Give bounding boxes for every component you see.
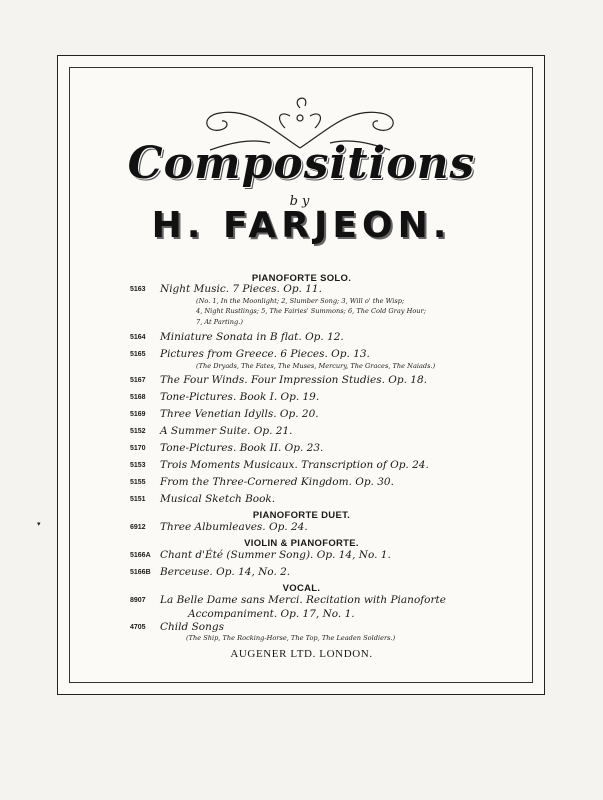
section-violin-pianoforte: VIOLIN & PIANOFORTE. (244, 538, 359, 549)
section-pianoforte-solo: PIANOFORTE SOLO. (251, 273, 352, 284)
catalogue-number: 5151 (130, 496, 146, 503)
entry-title: Musical Sketch Book. (160, 493, 276, 505)
entry-title: Three Albumleaves. Op. 24. (160, 521, 308, 533)
catalogue-number: 5155 (130, 479, 146, 486)
catalogue-number: 5166B (130, 569, 151, 576)
catalogue-number: 5167 (130, 377, 146, 384)
entry-title: Three Venetian Idylls. Op. 20. (160, 408, 319, 420)
section-vocal: VOCAL. (282, 583, 321, 594)
catalogue-number: 5152 (130, 428, 146, 435)
entry-title: Child Songs (160, 621, 224, 633)
by-line: by (289, 194, 314, 209)
entry-title: Berceuse. Op. 14, No. 2. (160, 566, 291, 578)
entry-title: From the Three-Cornered Kingdom. Op. 30. (160, 476, 394, 488)
catalogue-number: 5170 (130, 445, 146, 452)
stray-mark: ▾ (37, 520, 41, 528)
entry-contents: (The Dryads, The Fates, The Muses, Mercury, The Graces, The Naiads.) (196, 362, 436, 370)
catalogue-number: 5163 (130, 286, 146, 293)
catalogue-number: 5153 (130, 462, 146, 469)
entry-title: The Four Winds. Four Impression Studies. Op. 18. (160, 374, 427, 386)
catalogue-number: 5168 (130, 394, 146, 401)
entry-contents: (No. 1, In the Moonlight; 2, Slumber Song; 3, Will o' the Wisp; (196, 297, 405, 305)
entry-contents: (The Ship, The Rocking-Horse, The Top, The Leaden Soldiers.) (186, 634, 396, 642)
catalogue-number: 8907 (130, 597, 146, 604)
composer-name: H. FARJEON. (151, 205, 452, 246)
catalogue-number: 6912 (130, 524, 146, 531)
entry-title: Night Music. 7 Pieces. Op. 11. (160, 283, 322, 295)
entry-title: Tone-Pictures. Book I. Op. 19. (160, 391, 320, 403)
title: Compositions (127, 138, 476, 189)
entry-title: Chant d'Été (Summer Song). Op. 14, No. 1. (160, 549, 391, 561)
entry-continuation: Accompaniment. Op. 17, No. 1. (188, 608, 355, 620)
section-pianoforte-duet: PIANOFORTE DUET. (252, 510, 351, 521)
entry-title: Trois Moments Musicaux. Transcription of Op. 24. (160, 459, 429, 471)
catalogue-number: 5166A (130, 552, 151, 559)
entry-contents: 4, Night Rustlings; 5, The Fairies' Summons; 6, The Cold Gray Hour; (196, 307, 426, 315)
entry-title: Pictures from Greece. 6 Pieces. Op. 13. (160, 348, 370, 360)
catalogue-number: 5164 (130, 334, 146, 341)
catalogue-number: 5169 (130, 411, 146, 418)
entry-title: La Belle Dame sans Merci. Recitation with Pianoforte (160, 594, 446, 606)
catalogue-number: 4705 (130, 624, 146, 631)
entry-title: Miniature Sonata in B flat. Op. 12. (160, 331, 344, 343)
entry-title: A Summer Suite. Op. 21. (160, 425, 293, 437)
entry-title: Tone-Pictures. Book II. Op. 23. (160, 442, 324, 454)
publisher-imprint: AUGENER LTD. LONDON. (230, 648, 373, 660)
catalogue-number: 5165 (130, 351, 146, 358)
entry-contents: 7, At Parting.) (196, 318, 243, 326)
